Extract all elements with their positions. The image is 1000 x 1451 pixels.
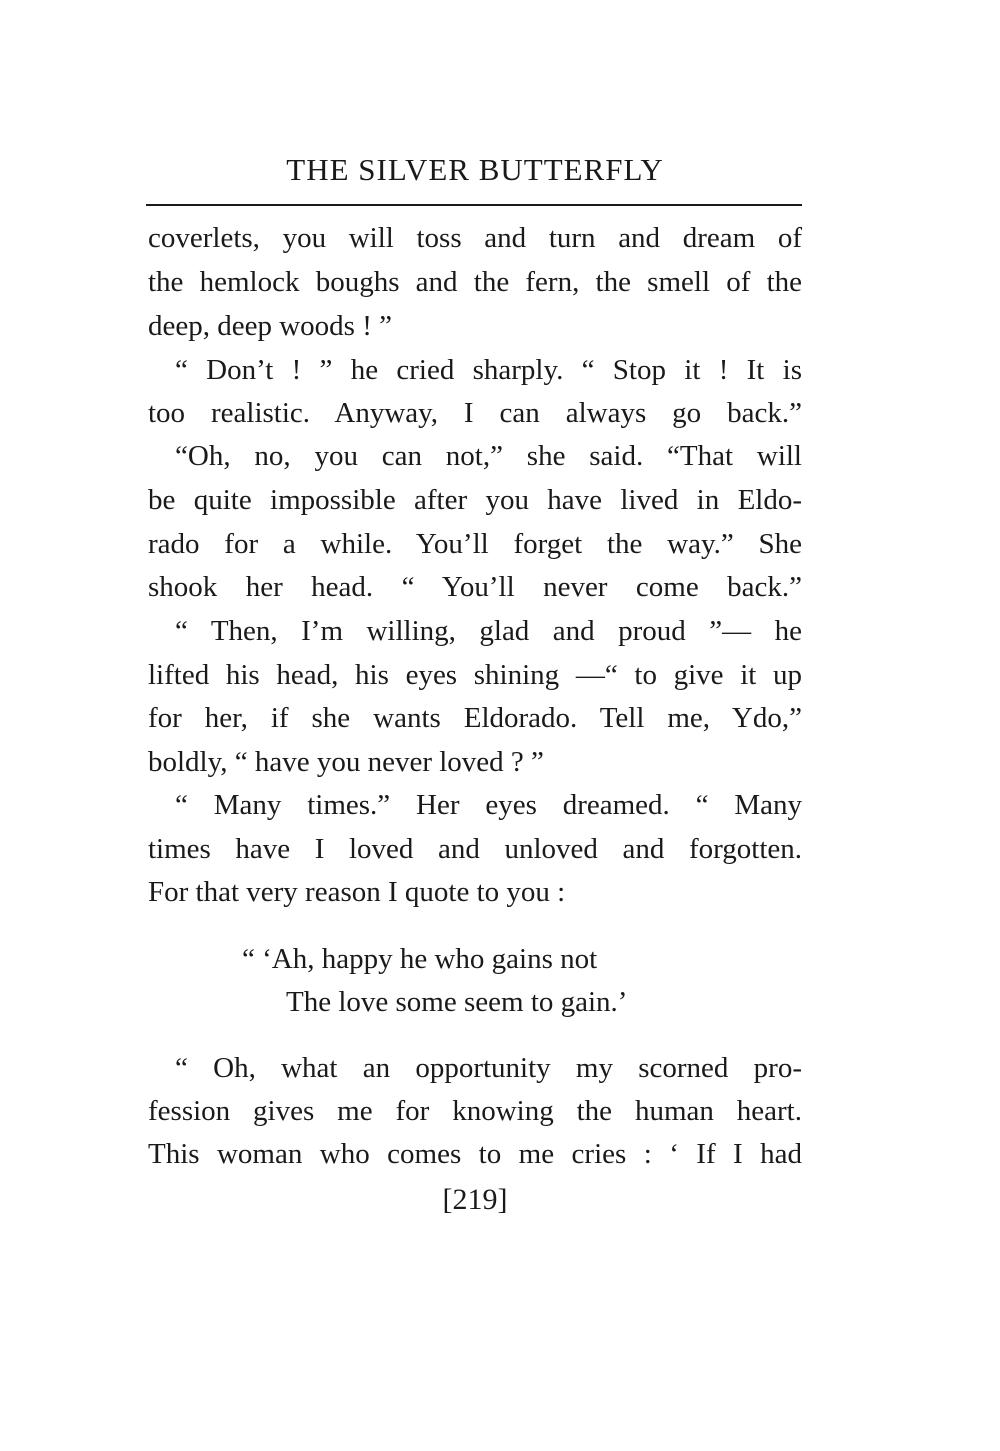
text-line: be quite impossible after you have lived in Eldo- <box>148 484 802 516</box>
text-line: deep, deep woods ! ” <box>148 310 392 342</box>
text-line: rado for a while. You’ll forget the way.” She <box>148 528 802 560</box>
text-line: For that very reason I quote to you : <box>148 876 566 908</box>
text-line: This woman who comes to me cries : ‘ If I had <box>148 1138 802 1170</box>
text-line: fession gives me for knowing the human heart. <box>148 1095 802 1127</box>
verse-line: The love some seem to gain.’ <box>286 986 628 1018</box>
text-line: coverlets, you will toss and turn and dream of <box>148 222 802 254</box>
text-line: boldly, “ have you never loved ? ” <box>148 746 544 778</box>
text-line: lifted his head, his eyes shining —“ to give it up <box>148 659 802 691</box>
running-head: THE SILVER BUTTERFLY <box>286 152 664 187</box>
text-line: “ Don’t ! ” he cried sharply. “ Stop it ! It is <box>175 354 802 386</box>
header-rule <box>146 204 802 206</box>
text-line: for her, if she wants Eldorado. Tell me, Ydo,” <box>148 702 802 734</box>
text-line: “Oh, no, you can not,” she said. “That will <box>175 440 802 472</box>
text-line: “ Many times.” Her eyes dreamed. “ Many <box>175 789 802 821</box>
text-line: “ Oh, what an opportunity my scorned pro- <box>175 1052 802 1084</box>
text-line: too realistic. Anyway, I can always go back.” <box>148 397 802 429</box>
text-line: shook her head. “ You’ll never come back.” <box>148 571 802 603</box>
page-number: [219] <box>442 1183 508 1216</box>
text-line: “ Then, I’m willing, glad and proud ”— he <box>175 615 802 647</box>
text-line: times have I loved and unloved and forgotten. <box>148 833 802 865</box>
text-line: the hemlock boughs and the fern, the smell of the <box>148 266 802 298</box>
verse-line: “ ‘Ah, happy he who gains not <box>242 943 598 975</box>
